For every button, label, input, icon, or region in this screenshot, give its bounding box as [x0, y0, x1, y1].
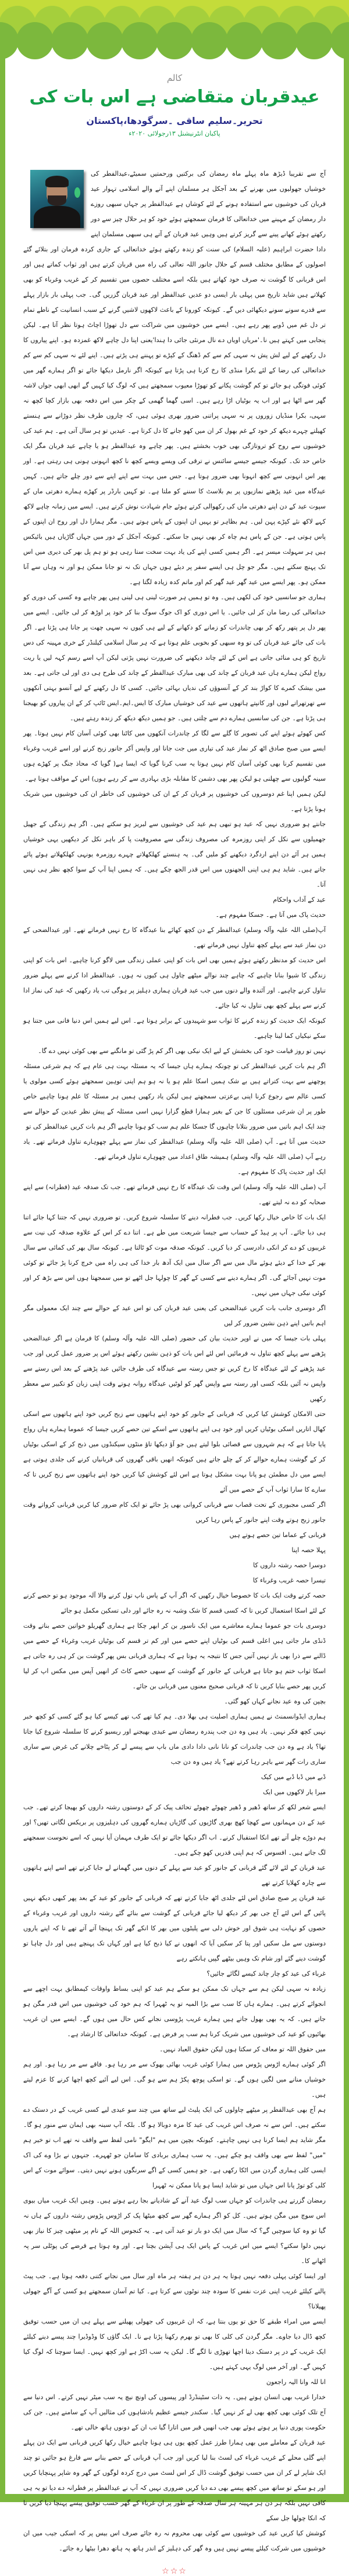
publication-info: پاکبان انٹرنیشنل ۱۳رجولائی ۲۰۲۰ء [129, 130, 220, 137]
list-item: تیسرا حصہ غریب وغرباء کا [252, 1577, 326, 1584]
article [23, 73, 326, 2576]
quote: انا للہ وانا الیہ راجعون [266, 2378, 326, 2386]
author-photo [30, 170, 84, 228]
list-item: پہلا حصہ اپنا [291, 1546, 326, 1554]
section-subheading: عید کے آداب واحکام [273, 896, 326, 903]
article-title: عیدقربان متقاضی ہے اس بات کی [29, 87, 320, 107]
paragraph: حدیث پاک میں آتا ہے۔ جسکا مفہوم ہے۔ [215, 911, 326, 919]
paragraph: ایسے میں امراء طبقے کا حق تو یوں بنتا ہے، کہ ان غریبوں کی جھولی پھیلنے سے پہلے ہی ان میں حسب توفیق کچھ ڈال دیا جاوے۔ مگر گردن کی کلی کا بھی تو بھرم رکھنا پڑتا ہے نا۔ ایک گاؤں کا وڈوڈیرا چند پیسے دینے کیلئے ایک غریب کے در پر دستک دیتا اچھا تھوڑی نا لگے گا۔ لیکن یہ سب اکڑ ہے اور کچھ نہیں۔ ایسا سوچنا کہ لوگ کیا کہیں گے۔ اور آخر میں لوگ یہی کہتے ہیں۔ [23, 2318, 326, 2371]
paragraph: اگر کوئی ہمارے اڑوس پڑوس میں ہمارا کوئی غریب بھائی بھوک سے مر رہا ہو۔ فاقے سے مر رہا ہو۔ اور ہم خوشیاں منانے میں لگیں ہوں گے۔ تو اسکی پوچھ پکڑ ہم سے ہو گی۔ اس لیے آئیے کچھ اچھا کرنے کا عزم لیتے ہیں۔ [23, 2061, 326, 2098]
frame-right-border [344, 49, 349, 2502]
photo-beard [48, 195, 66, 206]
paragraph: ہم آج بھی عیدالفطر پر میٹھے چاولوں کی ایک پلیٹ لیے ساتھ میں چند سو عیدی لیے کسی غریب کے در دستک دے سکتے ہیں۔ اس سے نہ صرف اس غریب کی عید کا مزہ دوبالا ہو گا۔ بلکہ آپ سینہ بھی ایمان سے منور ہو گا۔ مگر شاید ہم ایسا کرنا ہی نہیں چاہتے۔ کیونکہ بچپن میں ہم "ایگو" نامی لفظ سے واقف نہ تھے اب تو خیر ہم "میں" لفظ سے بھی واقف ہو چکے ہیں۔ یہ سب ہماری بربادی کا سامان جو ٹھہرے۔ جنہوں نے بڑا وے کی اک ایسی کلی ہماری گردن میں اٹکا رکھی ہے۔ جو ہمیں کسی کے اگے سرنگوں ہونے نہیں دیتی۔ سوائے موت کے اس کلی کو توڑ پانا اس جہاں میں تو شاید ایسا ہو پانا ممکن نہ ٹھہرا [23, 2106, 326, 2189]
paragraph: نہیں تو روز قیامت خود کی بخشش کے لیے ایک نیکی بھی اگر کم پڑ گئی تو مانگنے سے بھی کوئی نہیں دے گا۔ [38, 1047, 326, 1055]
paragraph: حتی الامکان کوشش کیا کریں کہ قربانی کے جانور کو خود اپنے ہاتھوں سے زبح کریں خود اپنے ہاتھوں سے اسکی کھال اتاریں اسکی بوٹیاں کریں اور خود ہی اپنے ہاتھوں سے اسکے تین حصے کریں جیسا کہ عموما ہمارے ہاں رواج پایا جاتا ہے کہ ہم شہروں سے قصائی بلوا لیتے ہیں جو آؤ دیکھا تاؤ منٹوں سیکنڈوں میں ذبح کر کے اسکی بوٹیاں کر کے گوشت ہمارے حوالے کر کے چلے جاتے ہیں کیونکہ انھیں باقی گھروں کی قربانیاں کرنے کی جلدی ہوتی ہے ایسے میں دل مطمئن ہو پانا بہت مشکل ہوتا ہے اس لئے کوشش کیا کریں خود اپنے ہاتھوں سے زبح کریں تا کہ سارے کا سارا ثواب آپ کے حصے میں آئے [23, 1410, 326, 1493]
paragraph: ہماری ایڈوانسمنٹ نے ہمیں ہماری اصلیت ہی بھلا دی۔ ہم کیا تھے کب تھے کیسے کیا ہو گئے کسی کو کچھ خبر نہیں کچھ فکر نہیں۔ یاد ہیں وہ دن جب پندرہ رمضان سے عیدی بھیجنے اور ریسیو کرنے کا سلسلہ شروع کیا جاتا تھا؟ یاد ہے وہ دن جب چاندرات کو نانا نانی دادا دادی ماں باپ سے پیسے لے کر پٹاخے چلانے کی غرض سے ساری ساری رات گھر سے باہر رہا کرتے تھے؟ یاد ہیں وہ دن جب [23, 1713, 326, 1766]
paragraph: ہماری جو سانسیں خود کی لکھی ہیں۔ وہ تو ہمیں ہر صورت لینی ہی لینی ہیں پھر چاہے وہ کسی کی دوری کو خداتعالی کی رضا مان کر لی جائیں۔ یا اس دوری کو اک جوگ سوگ بنا کر خود پر اوڑھ کر لی جائیں۔ ایسے میں پھر دل پر پتھر رکھ کر بھی چاندرات کو زمانے کو دکھانے کے لیے ہی کیوں نہ سہی چھت پر جانا ہی پڑتا ہے۔ اگر بات کی جائے عید قربان کی تو وہ سبھی کو بخوبی علم ہوتا ہے کہ ہر سال اسلامی کیلنڈر کے خری مہینہ کی دس تاریخ کو ہی منائی جاتی ہے اس کے لئے چاند دیکھنے کی ضرورت نہیں پڑتی لیکن آپ اسے رسم کہہ لیں یا ریت رواج لیکن ہمارے ہاں عید قربان کے چاند کی بھی مبارک عیدالفطر کے چاند کی طرح ہی دی اور لی جاتی ہے۔ بعد میں بیشک کمرے کا کواڑ بند کر کے آنسوؤں کی ندیاں بہائی جائیں۔ کسی کا دل رکھنے کے لیے آنسو بہتی آنکھوں سے تھرتھراتے لبوں اور کانپتے ہاتھوں سے عید کی خوشیاں مبارک کا ایس۔ایم۔ایس ٹائپ کر کے ان پیاروں کو بھیجنا ہی پڑتا ہے۔ جن کی سانسیں ہمارے دم سے چلتی ہیں۔ جو ہمیں دیکھ دیکھ کر زندہ رہتے ہیں۔ [23, 593, 326, 722]
paragraph: خدارا غریب بھی انسان ہوتے ہیں۔ یہ ذات سٹینڈرڈ اور پیسوں کی اونچ نیچ یہ سب میٹر نہیں کرتے۔ اس دنیا سے آج تلک کوئی بھی کچھ بھی لے کر نہیں گیا۔ سکندر جیسے عظیم بادشاہوں کی مثالیں آپ کے سامنے ہیں۔ جن کی حکومت پوری دنیا پر ہوتے ہوئے بھی جب انھیں قبر میں اتارا گیا تب ان کے دونوں ہاتھ خالی تھے۔ [23, 2393, 326, 2431]
paragraph: جانتے ہو ضروری نہیں کہ عید ہو تبھی ہم عید کی خوشیوں سے لبریز ہو سکتے ہیں۔ اگر ہم زندگی کے جھیل جھمیلوں سے نکل کر اپنی روزمرہ کی مصروف زندگی سے مصروفیت پا کر باہر نکل کر دیکھیں یہی خوشیاں ہمیں ہر آئے دن اپنے اردگرد دیکھنے کو ملیں گی۔ یہ ہنستے کھلکھلاتے چہرے روزمرہ یونہی کھلکھلاتے ہوئے پائے جاتے ہیں۔ شاید ہم ہی اپنی الجھنوں میں اس قدر الجھ چکے ہیں۔ کہ ہمیں اپنا آپ کے سوا کچھ نظر ہی نہیں آتا۔ [23, 820, 326, 888]
paragraph: اگر دوسری جانب بات کریں عیدالضحی کی یعنی عید قربان کی تو اس عید کے حوالے سے چند ایک معمولی مگر اہم باتیں اپنے ذہن نشین ضرور کر لیں [23, 1304, 326, 1327]
paragraph: حدیث میں آتا ہے۔ آپ (صلی اللہ علیہ وآلہ وسلم) عیدالفطر کی نماز سے پہلے چھوہارے تناول فرماتے تھے۔ یاد رہے آپ (صلی اللہ علیہ وآلہ وسلم) ہمیشہ طاق اعداد میں چھوہارے تناول فرماتے تھے۔ [23, 1138, 326, 1161]
paragraph: اگر کسی مجبوری کے تحت قصاب سے قربانی کروانی بھی پڑ جائے تو ایک کام ضرور کیا کریں قربانی کرواتے وقت جانور زبح ہوتے وقت اپنے جانور کے پاس رہا کریں [23, 1501, 326, 1524]
paragraph: کیونکہ ایک حدیث کو زندہ کرنے کا ثواب سو شہیدوں کے برابر ہوتا ہے۔ اس لیے ہمیں اس دنیا فانی میں جتنا ہو سکے نیکیاں کما لینا چاہیے۔ [23, 1017, 326, 1040]
verse-line: ڈبے میں ڈبا ڈبے میں کیک [261, 1773, 326, 1781]
paragraph: ایسے شعر لکھ کر ساتھ ڈھیر و ڈھیر چھوٹے چھوٹے تحائف پیک کر کے دوستوں رشتہ داروں کو بھیجا کرتے تھے۔ جب عید کے دن مہمانوں سے کھچا کھچ بھری گاڑیوں کی گاڑیاں ہمارے گھروں کی دہلیزوں پر بریکس لگاتی تھیں؟ اور ہم دوڑے چلے آتے تھے انکا استقبال کرنے۔ اب اگر دیکھا جائے تو ایک طرف مہمان آیا نہیں کہ اسے نحوست سمجھنے لگ جاتے ہیں۔ افسوس کہ ہم اپنی قدریں کھو چکے ہیں۔ [23, 1803, 326, 1856]
paragraph: آج سے تقریبا ڈیڑھ ماہ پہلے ماہ رمضان کی برکتیں ورحمتیں سمیٹے،عیدالفطر کی خوشیاں جھولیوں میں بھرنے کے بعد آجکل ہر مسلمان اپنے آنے والے اسلامی تہوار عید قربان کی خوشیوں سے استفادہ ہونے کے لئے کوشاں ہے عیدالفطر پر جہاں سبھی روزے دار رمضان کے مہینے میں خداتعالی کا فرمان سمجھتے ہوئے خود کو ہر حلال چیز سے دور رکھتے ہوئے کھانے پینے سے گریز کرتے ہیں وہیں عید قربان کے آتے ہی سبھی مسلمان اپنے دادا حضرت ابراہیم (علیہ السلام) کی سنت کو زندہ رکھتے ہوئے خداتعالی کے جاری کردہ فرمان اور بتلائے گئے اصولوں کے مطابق مختلف قسم کے حلال جانور اللہ تعالی کی راہ میں قربان کرتے ہیں اور ثواب کماتے ہیں اور اس قربانی کا گوشت نہ صرف خود کھاتے ہیں بلکہ اسے مختلف حصوں میں تقسیم کر کے غریب وغرباء کو بھی کھلاتے ہیں شاید تاریخ میں پہلی بار ایسی دو عدیں عیدالفطر اور عید قربان گزریں گی۔ جب پہلی بار بازار پہلے سے قدرے سونے سونے دیکھائی دیں گے۔ کیونکہ کورونا کے باعث لاکھوں لاشیں گرنے کے سبب انسانیت کے ناطے تمام تر دل غم میں ڈوبے پھر رہے ہیں۔ ایسے میں خوشیوں میں شراکت سے دل تھوڑا اچاٹ ہوتا نظر آتا ہے۔ لیکن پنجابی میں کہتے ہیں نا۔'مریاں اویاں دے نال مرنئی جائی دا ہندا'یعنی اپنا دل چاہے لاکھ غمزدہ ہو۔ اپنے پیاروں کا دل رکھنے کے لیے لش پش نہ سہی کم سے کم ڈھنگ کے کپڑے تو پہننے ہی پڑتے ہیں۔ اپنے لئے نہ سہی کم سے کم خداتعالی کی رضا کے لئے بکرا منڈی کا رخ کرنا ہی پڑتا ہے کیونکہ اگر نارمل دیکھا جائے تو اگر ہمارے گھر میں کوئی فوتگی ہو جائے تو کم گوشت پکانے کو تھوڑا معیوب سمجھتے ہیں کہ لوگ کیا کہیں گے ابھی ابھی جواں لاشہ گھر سے اٹھا ہے اور اب یہ بوٹیاں اڑا رہے ہیں۔ اسی گھما گھمی کے چکر میں اس دفعہ بھی بازار کچا کچھ نہ سہی، بکرا منڈیاں زوروں پر نہ سہی پراتنی ضرور بھری ہوئی ہیں، کہ چاروں طرف نظر دوڑانے سے ہنستے کھیلتے چہرے دیکھ کر خود کے غم بھول کر ان میں کھو جانے کا دل کرتا ہے۔ عیدیں تو ہر سال آتی ہے۔ ہم عید کی خوشیوں سے روح کو تروتازگی بھی خوب بخشتے ہیں۔ پھر چاہے وہ عیدالفطر ہو یا چاہے عید قربان مگر ایک خاص حد تک۔ کیونکہ جیسے جیسے سائنس نے ترقی کی ویسے ویسے کچھ نا کچھ انہونی ہونی ہی رہتی ہے۔ اور پھر اس انہونی سے کچھ انہونا بھی ضرور ہوتا ہے۔ جس میں بہت سے اپنے اپنے سے دور چلے جاتے ہیں۔ کہیں عیدگاہ میں عید پڑھتے نمازیوں پر بم بلاسٹ کا سننے کو ملتا ہے۔ تو کہیں بارڈر پر کھڑے ہمارے دھرتی ماں کے سپوت عید کے دن اپنے دھرتی ماں کی رکھوالی کرتے ہوئے جام شہادت نوش کرتے ہیں۔ ایسے میں زمانہ چاہے لاکھ کہے لاکھ نئے کپڑے پہن لیں۔ ہم بظاہر تو یہیں ان اپنوں کے پاس ہوتے ہیں۔ مگر ہمارا دل اور روح ان اپنوں کے پاس ہوتی ہے۔ جن کے پاس ہم چاہ کر بھی نہیں جا سکتے۔ کیونکہ آجکل کے دور میں جہاں گاڑیاں ہیں بائیکس ہیں ہر سہولت میسر ہے۔ اگر ہمیں کسی اپنے کی یاد بہت سخت ستا رہی ہو تو ہم پل بھر کی دیری میں اس تک پہنچ سکتے ہیں۔ مگر جو چل ہی ایسے سفر پر دیئے ہوں جہاں تک نہ تو جانا ممکن ہو اور نہ وہاں سے آنا ممکن ہو۔ پھر ایسے میں عید گھر عید گھر کم اور ماتم کدہ زیادہ لگتا ہے۔ [23, 170, 326, 586]
paragraph: عید قربان کے معاملے میں بھی ہمارا طرز عمل کچھ یوں ہی ہونا چاہیے خیال رکھا کریں قربانی سے ایک دن پہلے اپنے گلی محلے کے غریب غرباء کی لسٹ بنا لیا کریں اور جب آپ قربانی کے حصے بنانے سے فارغ ہو جائیں تو چند ایک شاپر لے کر ان میں حسب توفیق گوشت ڈال کر اس لسٹ میں درج کردہ لوگوں کے گھر وہ شاپر پہنچایا کریں اور ہو سکے تو ساتھ میں کچھ پیسے بھی دے دیا کریں ضروری نہیں کہ آپ نے عیدالفطر پر فطرانہ دے دیا تو یہ ہی کافی نہیں بلکہ ہر دن ہر مہینہ ہر سال صدقہ کے طور پر ان غرباء کے گھر حسب توفیق پیسے پہنچا دیا کریں تا کہ انکا چولھا جل سکے [23, 2439, 326, 2522]
photo-background-light [74, 187, 80, 198]
section-kicker: کالم [166, 73, 183, 83]
paragraph: اگر ہم بات کریں عیدالفطر کی تو چونکہ ہمارے ہاں جیسا کہ یہ مسئلہ بہت ہی عام ہے کہ ہم شرعی مسئلہ پوچھنے سے بہت کتراتے ہیں بے شک ہمیں اسکا علم ہو یا نہ ہو ہم اپنی توہین سمجھتے ہوئے کسی مولوی یا کسی عالم سے رجوع کرنا اپنی بےعزتی سمجھتے ہیں لیکن یاد رکھیں ہمیں ہر مسئلہ کا علم ہونا چاہیے خاص طور پر ان شرعی مسئلوں کا جن کے بغیر ہمارا قطع گزارا نہیں اسی مسئلہ کے پیش نظر عیدین کے حوالے سے چند ایک اہم باتیں میں ضرور بتلانا چاہوں گا جسکا علم ہم سب کو ہونا چاہیے اگر ہم بات کریں عیدالفطر کی تو [23, 1062, 326, 1130]
end-mark-stars-icon: ☆☆☆ [162, 2567, 187, 2576]
paragraph: عید قربان پر صبح صادق اس لئے جلدی اٹھ جایا کرتے تھے کہ قربانی کے جانور کو عید کے بعد پھر کبھی دیکھ نہیں پائیں گے اس لئے آج جی بھر کر دیکھ لیا جائے قربانی کے گوشت سے بنائے گئے رشتہ داروں اور غریب وغرباء کے حصوں کو نہایت ہی شوق اور خوش دلی سے پلیٹوں میں بھر کا انکے گھر تک پہنچا آتے آتے تھے تا کہ اپنے یاروں دوستوں سے مل سکیں اور پتا کر سکیں آیا کہ انھوں نے کیا ذبح کیا ہے اور کہاں تک پہنچے ہیں اور دل چاہا تو گوشت دینے گئے اور شام تک وہیں بیٹھے گپیں ہانکتے رہے [23, 1894, 326, 1962]
paragraph: رمضان گزرتے ہی چاندرات کو جہاں سب لوگ عید آنے کے شادیانے بجا رہے ہوتے ہیں۔ وہیں ایک غریب میاں بیوی اس سوچ میں مگن ہوتے ہیں۔ کل کو اگر ہمارے گھر سے کچھ میٹھا پک کر اڑوس پڑوس رشتہ داروں کے ہاں نہ گیا تو وہ کیا سوچیں گے؟ کہ سال میں ایک دو بار تو عید آتی ہے۔ یہ کنجوس اللہ کے نام پر میٹھی چیز کا نیاز بھی نہیں دلوا سکتے؟ ایسے میں اس غریب کے پاس ایک ہی آپشن بچتا ہے۔ اور وہ ہوتا ہے قرضے کی پوٹلی سر پہ اٹھانے کا۔ [23, 2197, 326, 2265]
frame-left-border [0, 49, 5, 2502]
paragraph: اس حدیث کو مدنظر رکھتے ہوئے ہمیں بھی اس بات کو اپنی عملی زندگی میں لاگو کرنا چاہیے۔ اس بات کو اپنی زندگی کا شیوا بنانا چاہیے کہ چاہے چند نوالے میٹھے چاول ہی کیوں نہ ہوں۔ عیدالفطر ادا کرنے سے پہلے ضرور تناول کرنے چاہیے۔ اور آئندہ والے دنوں میں جب عید قربان ہماری دہلیز پر ہوگی تب یاد رکھیں کہ عید کی نماز ادا کرنے سے پہلے کچھ بھی تناول نہ کیا جائے۔ [23, 956, 326, 1009]
paragraph: آپ(صلی اللہ علیہ وآلہ وسلم) عیدالفطر کے دن کچھ کھائے بنا عیدگاہ کا رخ نہیں فرماتے تھے۔ اور عیدالضحی کے دن نماز عید سے پہلے کچھ تناول نہیں فرماتے تھے۔ [23, 926, 326, 949]
verse-line: میرا یار لاکھوں میں ایک [263, 1788, 326, 1796]
paragraph: آپ (صلی اللہ علیہ وآلہ وسلم) اس وقت تک عیدگاہ کا رخ نہیں فرماتے تھے۔ جب تک صدقہ عید (فطرانہ) سے اپنے صحابہ کو دے نہ لیتے تھے۔ [23, 1183, 326, 1206]
section-subheading: بچپن کی وہ عید نجانے کہاں کھو گئی۔ [224, 1698, 326, 1705]
section-subheading: غرباء کی عید کو چار چاند کیسے لگائے جائیں؟ [206, 1970, 326, 1977]
quote: میں حقوق اللہ تو معاف کر سکتا ہوں لیکن حقوق العباد نہیں۔ [159, 2045, 326, 2053]
paragraph: لیکن ہمیں اپنا غم دوسروں کی خوشیوں پر قربان کر کے ان کی خوشیوں کی خاطر ان کی خوشیوں میں شریک ہونا پڑتا ہے۔ [23, 790, 326, 813]
paragraph: کوشش کیا کریں عید کی خوشیوں سے کوئی بھی محروم نہ رہ جائے صرف اس بیس پر کہ اسکی جیب میں ان خوشیوں میں شرکت کیلئے پیسے نہیں ہیں وہ گھر کی دہلیز کے اندر ہاتھ پہ ہاتھ دھرا بیٹھا رہ جائے۔ [23, 2529, 326, 2552]
scalloped-header-border [0, 0, 349, 70]
section-subheading: قربانی کے عماما تین حصے ہوتے ہیں [229, 1531, 326, 1539]
paragraph: کس کھوئے ہوئے اپنے کی تصویر کا گلے سے لگا کر چاندرات آنکھوں میں کاٹنا بھی کوئی آسان کام نہیں ہوتا۔ پھر ایسے میں صبح صادق اٹھ کر نماز عید کی تیاری میں جت جانا اور واپس آکر جانور زبح کرنے اور اسے غریب وغرباء میں تقسیم کرنا بھی کوئی آسان کام نہیں ہوتا یہ سب کرنا گویا کہ ایسا ہے( گویا کہ محاذ جنگ پر کھڑے ہوں سینہ گولیوں سے چھلنی ہو لیکن پھر بھی دشمن کا مقابلہ بڑی بہادری سے کر رہے ہوں) اس کے مواقف ہوتا ہے۔ [23, 730, 326, 782]
photo-hair [45, 176, 69, 187]
author-byline: تحریر۔سلیم ساقی ۔سرگودھا،پاکستان [86, 115, 263, 126]
article-body [23, 166, 326, 2556]
paragraph: زیادہ نہ سہی لیکن ہم سے جہاں تک ممکن ہو سکے ہم عید کو اپنی بساط واوقات کیمطابق بہت اچھے سے انجوائے کرتے ہیں۔ ہمارے ہاں کا سب سے بڑا المیہ تو یہ ٹھہرا کہ ہم خود کی خوشیوں میں اس قدر مگن ہو جاتے ہیں۔ کہ یہ بھی بھول جاتے ہیں ہمارے غریب پڑوسی نجانے کس حال میں ہوں گے۔ ایسے میں ان غریب بھائیوں کو عید کی خوشیوں میں شریک کرنا ہم سب پر فرض ہے۔ کیونکہ خداتعالی کا ارشاد ہے۔ [23, 1985, 326, 2038]
paragraph: ایک اور حدیث پاک کا مفہوم ہے۔ [237, 1168, 326, 1176]
paragraph: اور ایسا کوئی پہلی دفعہ نہیں ہوتا یہ ہر دن ہر ہفتہ ہر ماہ اور سال میں نجانے کتنی دفعہ ہوتا ہے۔ جب پیٹ پالنے کیلئے غریب اپنی عزت نفس کا سودہ چند نوٹوں سے کرتا ہے۔ کیا تم آسان سمجھتے ہو کسی کے آگے جھولی پھیلانا؟ [23, 2272, 326, 2310]
list-item: دوسرا حصہ رشتہ داروں کا [253, 1561, 326, 1569]
paragraph: دوسری بات جو عموما ہمارے معاشرے میں ایک ناسور بن کر ابھر چکا ہے ہماری گھریلو خواتین حصے بناتے وقت ڈنڈی مار جاتی ہیں اعلی قسم کی بوٹیاں اپنے حصے میں اور کم تر قسم کی بوٹیاں غریب وغرباء کے حصے میں ڈالنے سے ذرا بھی باز نہیں آتیں جس کا نتیجہ یہ ہوتا ہے کہ ہماری قربانی بس پھر گوشت بن کر ہی رہ جاتی ہے اسکا ثواب ختم ہو جاتا ہے قربانی کے جانور کے گوشت کے سبھی حصے کاٹ کر انھیں آپس میں مکس اپ کر لیا کریں پھر حصے بنایا کریں تا کہ قربانی صحیح معنوں میں قربانی بن جائے۔ [23, 1622, 326, 1690]
photo-shoulders [34, 206, 80, 228]
paragraph: ایک بات کا خاص خیال رکھا کریں۔ جب فطرانہ دینے کا سلسلہ شروع کریں۔ تو ضروری نہیں کہ جتنا کہا جائے اتنا ہی دیا جائے۔ آپ پر ہیڈ کے حساب سے جیسا شریعت میں طے ہے۔ اتنا دے کر اس کے علاوہ صدقہ کی نیت سے غریبوں کو دے کر انکی دادرسی کر دیا کریں۔ کیونکہ صدقہ موت کو ٹالتا ہے۔ کیونکہ سال بھر کی کمائی سے سال بھر کے خدا کے دیئے ہوئے مال میں سے اگر سال میں ایک آدھ بار خدا کی ہی راہ میں خرچ کرنا پڑ جائے تو کوئی موت نہیں آجائے گی۔ اگر ہمارے دینے سے کسی کے گھر کا چولہا جل اٹھے تو میں سمجھتا ہوں اس سے بڑھ کر اور کوئی نیکی جہاں میں نہیں۔ [23, 1214, 326, 1297]
paragraph: حصہ کرتے وقت ایک بات کا خصوصا خیال رکھیں کہ اگر آپ کے پاس ناپ تول کرنے والا آلہ موجود ہو تو حصے کرنے کے لئے اسکا استعمال کریں تا کہ کسی قسم کا شک وشبہ نہ رہ جائے اور دلی تسکین مکمل ہو جائے [23, 1592, 326, 1614]
paragraph: پہلی بات جیسا کہ میں نے اوپر حدیث بیان کی حضور (صلی اللہ علیہ وآلہ وسلم) کا فرمان ہے اگر عیدالضحی پڑھنے سے پہلے کچھ تناول نہ فرمائیں اس لئے اس بات کو ذہن نشین رکھتے ہوئے اس پر ضرور عمل کریں اور جب عید پڑھنے کے لئے عیدگاہ کا رخ کریں تو جس رستہ سے عیدگاہ کی طرف جائیں عید پڑھنے کے بعد اس رستے سے واپس نہ آئیں بلکہ کسی اور رستہ سے واپس گھر کو لوٹیں عیدگاہ روانہ ہوتے وقت اپنی زبان کو تکبیر سے معطر رکھیں [23, 1335, 326, 1403]
paragraph: عید قربان کے لئے لائے گئے قربانی کے جانور کو عید سے پہلے کے دنوں میں گھمانے لے جایا کرتے تھے اسے اپنے ہاتھوں سے چارہ کھلایا کرتے تھے [23, 1864, 326, 1887]
